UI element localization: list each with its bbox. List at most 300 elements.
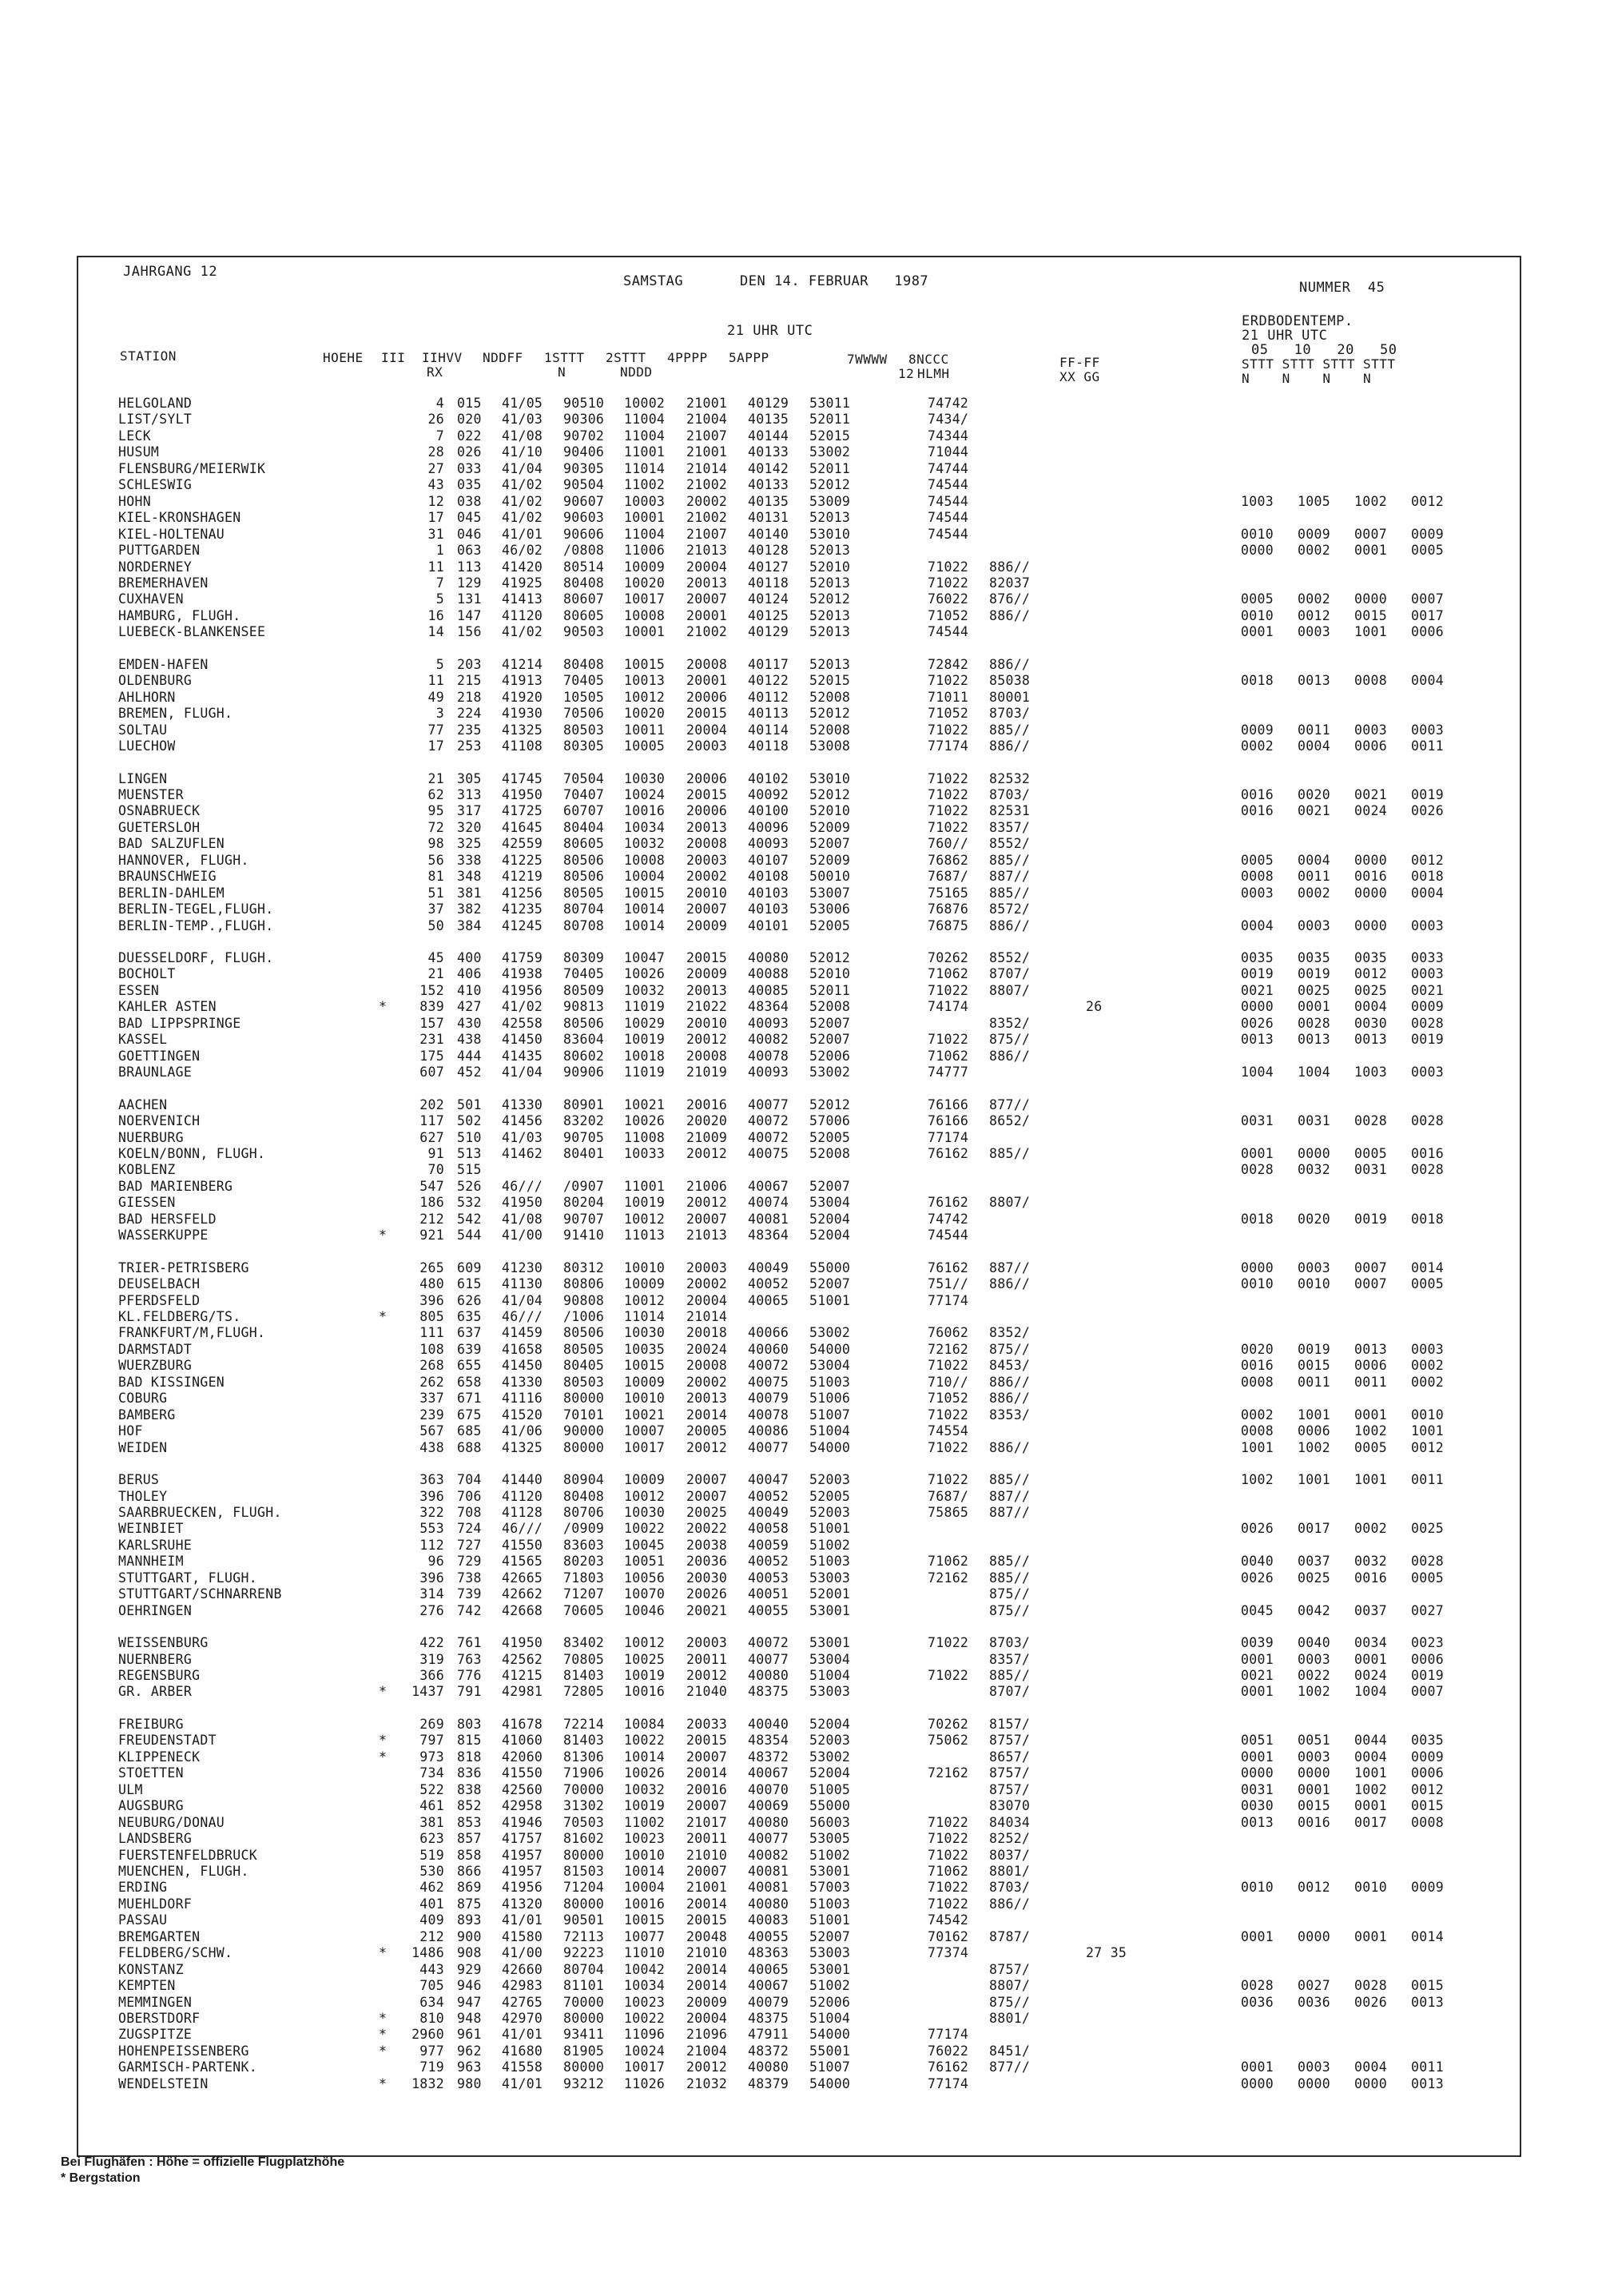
- cloud-group: 887//: [989, 1259, 1031, 1275]
- cloud-group: 875//: [989, 1602, 1031, 1618]
- station-index: 869: [457, 1880, 482, 1896]
- soil-temp-value: 0000: [1298, 1145, 1330, 1161]
- soil-temp-value: 0013: [1298, 1032, 1330, 1048]
- temp-group-2: 20012: [686, 1668, 728, 1683]
- station-name: FELDBERG/SCHW.: [118, 1945, 233, 1961]
- station-name: KONSTANZ: [118, 1961, 184, 1977]
- cloud-group: 886//: [989, 738, 1031, 754]
- cloud-group: 8757/: [989, 1781, 1031, 1797]
- station-name: NUERBURG: [118, 1129, 184, 1145]
- iihvv-value: 41/02: [502, 624, 543, 640]
- temp-group-1: 10009: [624, 1374, 666, 1390]
- nddff-value: 90808: [563, 1292, 605, 1308]
- temp-group-2: 21007: [686, 526, 728, 542]
- nddff-value: 70503: [563, 1814, 605, 1830]
- temp-group-1: 10017: [624, 1439, 666, 1455]
- station-height: 43: [427, 477, 444, 493]
- nddff-value: 81602: [563, 1831, 605, 1846]
- soil-temp-value: 0044: [1354, 1733, 1387, 1749]
- table-row: [78, 868, 1520, 885]
- pressure-group: 40135: [748, 493, 789, 509]
- station-index: 444: [457, 1048, 482, 1064]
- temp-group-1: 10030: [624, 1504, 666, 1520]
- station-name: WUERZBURG: [118, 1358, 193, 1374]
- station-index: 384: [457, 917, 482, 933]
- temp-group-2: 21019: [686, 1064, 728, 1080]
- nddff-value: 80506: [563, 869, 605, 885]
- station-index: 852: [457, 1798, 482, 1814]
- temp-group-1: 10033: [624, 1145, 666, 1161]
- tendency-group: 52011: [809, 982, 851, 998]
- station-name: GR. ARBER: [118, 1684, 193, 1700]
- station-height: 5: [435, 656, 444, 672]
- table-row: [78, 1194, 1520, 1211]
- temp-group-2: 20006: [686, 770, 728, 786]
- soil-temp-value: 0001: [1241, 1145, 1274, 1161]
- cloud-group: 886//: [989, 1374, 1031, 1390]
- table-row: [78, 444, 1520, 460]
- tendency-group: 51003: [809, 1554, 851, 1570]
- tendency-group: 52005: [809, 1488, 851, 1504]
- station-name: BERLIN-TEMP.,FLUGH.: [118, 917, 274, 933]
- station-name: WEINBIET: [118, 1521, 184, 1537]
- tendency-group: 54000: [809, 2027, 851, 2043]
- temp-group-1: 10032: [624, 836, 666, 852]
- station-height: 56: [427, 852, 444, 868]
- station-height: 810: [419, 2011, 444, 2026]
- weather-group: 74544: [928, 624, 969, 640]
- iihvv-value: 41/02: [502, 477, 543, 493]
- iihvv-value: 41/06: [502, 1423, 543, 1439]
- nddff-value: 80000: [563, 1391, 605, 1407]
- table-row: [78, 949, 1520, 966]
- table-row: [78, 575, 1520, 591]
- weather-group: 71062: [928, 1863, 969, 1879]
- station-name: TRIER-PETRISBERG: [118, 1259, 249, 1275]
- soil-temp-value: 0032: [1354, 1554, 1387, 1570]
- iihvv-value: 41462: [502, 1145, 543, 1161]
- station-height: 319: [419, 1651, 444, 1667]
- tendency-group: 53005: [809, 1831, 851, 1846]
- wind-gust: 27 35: [1086, 1945, 1127, 1961]
- table-row: [78, 1537, 1520, 1554]
- nddff-value: 80506: [563, 1325, 605, 1341]
- station-name: LUECHOW: [118, 738, 176, 754]
- soil-temp-value: 0051: [1241, 1733, 1274, 1749]
- table-row: [78, 1863, 1520, 1880]
- nddff-value: 80408: [563, 1488, 605, 1504]
- station-height: 265: [419, 1259, 444, 1275]
- cloud-group: 886//: [989, 1896, 1031, 1912]
- iihvv-value: 41957: [502, 1863, 543, 1879]
- nddff-value: 81101: [563, 1978, 605, 1994]
- station-name: HOF: [118, 1423, 143, 1439]
- iihvv-value: 42060: [502, 1749, 543, 1765]
- col-1sttt-sub: N: [558, 364, 566, 380]
- station-index: 382: [457, 901, 482, 917]
- station-index: 235: [457, 722, 482, 738]
- tendency-group: 52013: [809, 607, 851, 623]
- table-row: [78, 2026, 1520, 2043]
- station-index: 791: [457, 1684, 482, 1700]
- nddff-value: 90305: [563, 460, 605, 476]
- soil-temp-value: 0031: [1241, 1113, 1274, 1128]
- station-height: 366: [419, 1668, 444, 1683]
- iihvv-value: 41658: [502, 1341, 543, 1357]
- weather-group: 71011: [928, 689, 969, 705]
- soil-temp-value: 0028: [1354, 1978, 1387, 1994]
- temp-group-2: 21002: [686, 624, 728, 640]
- cloud-group: 887//: [989, 1504, 1031, 1520]
- iihvv-value: 42983: [502, 1978, 543, 1994]
- tendency-group: 55001: [809, 2043, 851, 2059]
- temp-group-1: 10019: [624, 1195, 666, 1211]
- soil-temp-value: 0026: [1354, 1994, 1387, 2010]
- soil-temp-value: 0004: [1241, 917, 1274, 933]
- temp-group-2: 20004: [686, 559, 728, 575]
- pressure-group: 48364: [748, 999, 789, 1015]
- table-row: [78, 2010, 1520, 2027]
- temp-group-2: 20015: [686, 706, 728, 722]
- station-height: 553: [419, 1521, 444, 1537]
- station-name: ERDING: [118, 1880, 168, 1896]
- station-name: LINGEN: [118, 770, 168, 786]
- station-name: WENDELSTEIN: [118, 2075, 209, 2091]
- temp-group-2: 20007: [686, 1749, 728, 1765]
- pressure-group: 40072: [748, 1113, 789, 1128]
- mountain-marker: *: [379, 1749, 388, 1765]
- temp-group-1: 10056: [624, 1570, 666, 1586]
- soil-temp-value: 0035: [1298, 950, 1330, 965]
- soil-temp-value: 1002: [1241, 1472, 1274, 1487]
- soil-temp-value: 0003: [1411, 966, 1444, 982]
- station-name: HELGOLAND: [118, 396, 193, 411]
- soil-temp-value: 0003: [1298, 917, 1330, 933]
- cloud-group: 887//: [989, 1488, 1031, 1504]
- temp-group-2: 20012: [686, 1439, 728, 1455]
- station-height: 381: [419, 1814, 444, 1830]
- station-name: HOHENPEISSENBERG: [118, 2043, 249, 2059]
- cloud-group: 8652/: [989, 1113, 1031, 1128]
- station-name: BERLIN-TEGEL,FLUGH.: [118, 901, 274, 917]
- iihvv-value: 41956: [502, 1880, 543, 1896]
- nddff-value: 80505: [563, 1341, 605, 1357]
- cloud-group: 80001: [989, 689, 1031, 705]
- pressure-group: 40055: [748, 1602, 789, 1618]
- soil-temp-value: 0008: [1354, 673, 1387, 689]
- station-index: 515: [457, 1162, 482, 1178]
- soil-temp-time: 21 UHR UTC: [1242, 328, 1328, 344]
- soil-temp-value: 0000: [1298, 2075, 1330, 2091]
- soil-temp-value: 0007: [1354, 526, 1387, 542]
- table-row: [78, 1944, 1520, 1961]
- weather-group: 70262: [928, 950, 969, 965]
- soil-temp-value: 1004: [1354, 1684, 1387, 1700]
- soil-temp-value: 0011: [1298, 1374, 1330, 1390]
- temp-group-2: 21007: [686, 428, 728, 444]
- station-index: 962: [457, 2043, 482, 2059]
- station-name: HAMBURG, FLUGH.: [118, 607, 241, 623]
- pressure-group: 40047: [748, 1472, 789, 1487]
- station-index: 893: [457, 1912, 482, 1928]
- pressure-group: 40049: [748, 1504, 789, 1520]
- tendency-group: 53010: [809, 770, 851, 786]
- station-name: BREMEN, FLUGH.: [118, 706, 233, 722]
- station-name: WEISSENBURG: [118, 1635, 209, 1651]
- nddff-value: 71207: [563, 1586, 605, 1602]
- pressure-group: 40072: [748, 1129, 789, 1145]
- station-height: 401: [419, 1896, 444, 1912]
- station-name: DARMSTADT: [118, 1341, 193, 1357]
- soil-temp-value: 0015: [1411, 1978, 1444, 1994]
- nddff-value: 10505: [563, 689, 605, 705]
- station-name: KARLSRUHE: [118, 1537, 193, 1553]
- soil-temp-value: 0003: [1241, 885, 1274, 901]
- table-row: [78, 689, 1520, 706]
- station-name: ULM: [118, 1781, 143, 1797]
- cloud-group: 886//: [989, 917, 1031, 933]
- cloud-group: 886//: [989, 607, 1031, 623]
- station-height: 96: [427, 1554, 444, 1570]
- station-index: 438: [457, 1032, 482, 1048]
- tendency-group: 55000: [809, 1798, 851, 1814]
- soil-temp-value: 0002: [1411, 1358, 1444, 1374]
- station-height: 396: [419, 1570, 444, 1586]
- temp-group-1: 10014: [624, 901, 666, 917]
- soil-temp-value: 0009: [1411, 999, 1444, 1015]
- cloud-group: 8707/: [989, 1684, 1031, 1700]
- cloud-group: 875//: [989, 1994, 1031, 2010]
- temp-group-2: 20016: [686, 1096, 728, 1112]
- table-row: [78, 1961, 1520, 1978]
- pressure-group: 40081: [748, 1211, 789, 1227]
- station-name: KOELN/BONN, FLUGH.: [118, 1145, 266, 1161]
- pressure-group: 40069: [748, 1798, 789, 1814]
- pressure-group: 40077: [748, 1651, 789, 1667]
- table-row: [78, 1341, 1520, 1358]
- temp-group-1: 11002: [624, 477, 666, 493]
- iihvv-value: 41/08: [502, 428, 543, 444]
- temp-group-1: 10015: [624, 656, 666, 672]
- station-name: ESSEN: [118, 982, 160, 998]
- station-index: 815: [457, 1733, 482, 1749]
- temp-group-2: 20001: [686, 673, 728, 689]
- temp-group-1: 10022: [624, 1521, 666, 1537]
- weather-group: 71022: [928, 1880, 969, 1896]
- tendency-group: 51004: [809, 1668, 851, 1683]
- mountain-marker: *: [379, 1228, 388, 1244]
- tendency-group: 53007: [809, 885, 851, 901]
- station-height: 14: [427, 624, 444, 640]
- nddff-value: 80312: [563, 1259, 605, 1275]
- soil-temp-value: 0015: [1298, 1358, 1330, 1374]
- temp-group-2: 20013: [686, 575, 728, 591]
- iihvv-value: 41245: [502, 917, 543, 933]
- nddff-value: 80203: [563, 1554, 605, 1570]
- soil-temp-value: 0002: [1241, 738, 1274, 754]
- weather-group: 76162: [928, 1195, 969, 1211]
- weather-group: 70262: [928, 1716, 969, 1732]
- station-name: GOETTINGEN: [118, 1048, 201, 1064]
- soil-temp-value: 0005: [1241, 591, 1274, 607]
- temp-group-1: 11001: [624, 1178, 666, 1194]
- station-name: NOERVENICH: [118, 1113, 201, 1128]
- temp-group-2: 20025: [686, 1504, 728, 1520]
- station-name: MUENSTER: [118, 786, 184, 802]
- tendency-group: 52003: [809, 1504, 851, 1520]
- soil-temp-value: 0006: [1411, 1765, 1444, 1781]
- nddff-value: 70506: [563, 706, 605, 722]
- soil-temp-value: 1005: [1298, 493, 1330, 509]
- pressure-group: 40065: [748, 1292, 789, 1308]
- tendency-group: 53008: [809, 738, 851, 754]
- soil-temp-value: 0036: [1298, 1994, 1330, 2010]
- iihvv-value: 41456: [502, 1113, 543, 1128]
- iihvv-value: 41946: [502, 1814, 543, 1830]
- tendency-group: 52007: [809, 1928, 851, 1944]
- temp-group-1: 10026: [624, 1765, 666, 1781]
- temp-group-1: 10010: [624, 1847, 666, 1863]
- station-height: 186: [419, 1195, 444, 1211]
- tendency-group: 52008: [809, 999, 851, 1015]
- cloud-group: 877//: [989, 1096, 1031, 1112]
- temp-group-2: 21010: [686, 1945, 728, 1961]
- temp-group-1: 10017: [624, 2059, 666, 2075]
- station-name: BERUS: [118, 1472, 160, 1487]
- temp-group-1: 10015: [624, 1358, 666, 1374]
- soil-temp-value: 0015: [1354, 607, 1387, 623]
- soil-temp-value: 0004: [1411, 885, 1444, 901]
- iihvv-value: 41/10: [502, 444, 543, 460]
- cloud-group: 8807/: [989, 1978, 1031, 1994]
- nddff-value: 92223: [563, 1945, 605, 1961]
- tendency-group: 52004: [809, 1765, 851, 1781]
- iihvv-value: 41130: [502, 1276, 543, 1292]
- soil-temp-value: 0003: [1298, 2059, 1330, 2075]
- station-name: STUTTGART/SCHNARRENB: [118, 1586, 282, 1602]
- table-row: [78, 1015, 1520, 1032]
- iihvv-value: 41757: [502, 1831, 543, 1846]
- station-index: 156: [457, 624, 482, 640]
- soil-temp-value: 0027: [1298, 1978, 1330, 1994]
- soil-temp-value: 0017: [1354, 1814, 1387, 1830]
- station-name: FRANKFURT/M,FLUGH.: [118, 1325, 266, 1341]
- weather-group: 71022: [928, 575, 969, 591]
- iihvv-value: 42559: [502, 836, 543, 852]
- station-index: 635: [457, 1309, 482, 1324]
- table-row: [78, 526, 1520, 543]
- iihvv-value: 46///: [502, 1521, 543, 1537]
- station-index: 838: [457, 1781, 482, 1797]
- pressure-group: 48375: [748, 1684, 789, 1700]
- temp-group-2: 21002: [686, 477, 728, 493]
- tendency-group: 52013: [809, 575, 851, 591]
- table-row: [78, 1423, 1520, 1439]
- pressure-group: 40133: [748, 477, 789, 493]
- table-row: [78, 493, 1520, 510]
- iihvv-value: 41225: [502, 852, 543, 868]
- iihvv-value: 41/03: [502, 412, 543, 428]
- nddff-value: 80704: [563, 1961, 605, 1977]
- temp-group-1: 10015: [624, 1912, 666, 1928]
- station-name: BAD MARIENBERG: [118, 1178, 233, 1194]
- station-height: 519: [419, 1847, 444, 1863]
- table-row: [78, 1275, 1520, 1292]
- pressure-group: 40124: [748, 591, 789, 607]
- temp-group-1: 11008: [624, 1129, 666, 1145]
- nddff-value: 72214: [563, 1716, 605, 1732]
- table-row: [78, 1504, 1520, 1521]
- pressure-group: 40135: [748, 412, 789, 428]
- table-row: [78, 1292, 1520, 1309]
- station-index: 803: [457, 1716, 482, 1732]
- soil-temp-value: 1001: [1354, 1765, 1387, 1781]
- weather-group: 71022: [928, 1635, 969, 1651]
- temp-group-2: 21001: [686, 444, 728, 460]
- temp-group-2: 20010: [686, 1015, 728, 1031]
- weather-group: 71022: [928, 1814, 969, 1830]
- soil-temp-value: 0004: [1354, 1749, 1387, 1765]
- temp-group-1: 10019: [624, 1032, 666, 1048]
- soil-temp-value: 1001: [1411, 1423, 1444, 1439]
- temp-group-2: 20018: [686, 1325, 728, 1341]
- table-row: [78, 428, 1520, 444]
- temp-group-2: 20048: [686, 1928, 728, 1944]
- nddff-value: 80605: [563, 607, 605, 623]
- table-row: [78, 1847, 1520, 1864]
- tendency-group: 52007: [809, 1015, 851, 1031]
- table-row: [78, 1112, 1520, 1129]
- cloud-group: 877//: [989, 2059, 1031, 2075]
- tendency-group: 52008: [809, 1145, 851, 1161]
- temp-group-2: 20021: [686, 1602, 728, 1618]
- soil-temp-value: 0000: [1354, 885, 1387, 901]
- col-iihvv: IIHVV: [422, 350, 463, 365]
- iihvv-value: 41235: [502, 901, 543, 917]
- iihvv-value: 41550: [502, 1537, 543, 1553]
- temp-group-1: 10025: [624, 1651, 666, 1667]
- nddff-value: 80000: [563, 2059, 605, 2075]
- soil-temp-value: 0003: [1354, 722, 1387, 738]
- nddff-value: 83604: [563, 1032, 605, 1048]
- soil-temp-value: 0010: [1241, 526, 1274, 542]
- soil-temp-value: 1001: [1241, 1439, 1274, 1455]
- temp-group-1: 10032: [624, 982, 666, 998]
- tendency-group: 52008: [809, 722, 851, 738]
- station-name: CUXHAVEN: [118, 591, 184, 607]
- tendency-group: 52012: [809, 706, 851, 722]
- nddff-value: 80607: [563, 591, 605, 607]
- station-name: GIESSEN: [118, 1195, 176, 1211]
- station-height: 175: [419, 1048, 444, 1064]
- soil-temp-value: 0001: [1241, 1684, 1274, 1700]
- station-name: BAD LIPPSPRINGE: [118, 1015, 241, 1031]
- tendency-group: 52004: [809, 1211, 851, 1227]
- station-index: 853: [457, 1814, 482, 1830]
- temp-group-1: 10012: [624, 689, 666, 705]
- pressure-group: 40077: [748, 1096, 789, 1112]
- table-row: [78, 802, 1520, 819]
- soil-temp-value: 0000: [1241, 543, 1274, 558]
- pressure-group: 40072: [748, 1635, 789, 1651]
- soil-temp-value: 0018: [1241, 1211, 1274, 1227]
- station-height: 51: [427, 885, 444, 901]
- station-index: 908: [457, 1945, 482, 1961]
- nddff-value: 90406: [563, 444, 605, 460]
- tendency-group: 52013: [809, 543, 851, 558]
- station-height: 212: [419, 1211, 444, 1227]
- pressure-group: 40129: [748, 624, 789, 640]
